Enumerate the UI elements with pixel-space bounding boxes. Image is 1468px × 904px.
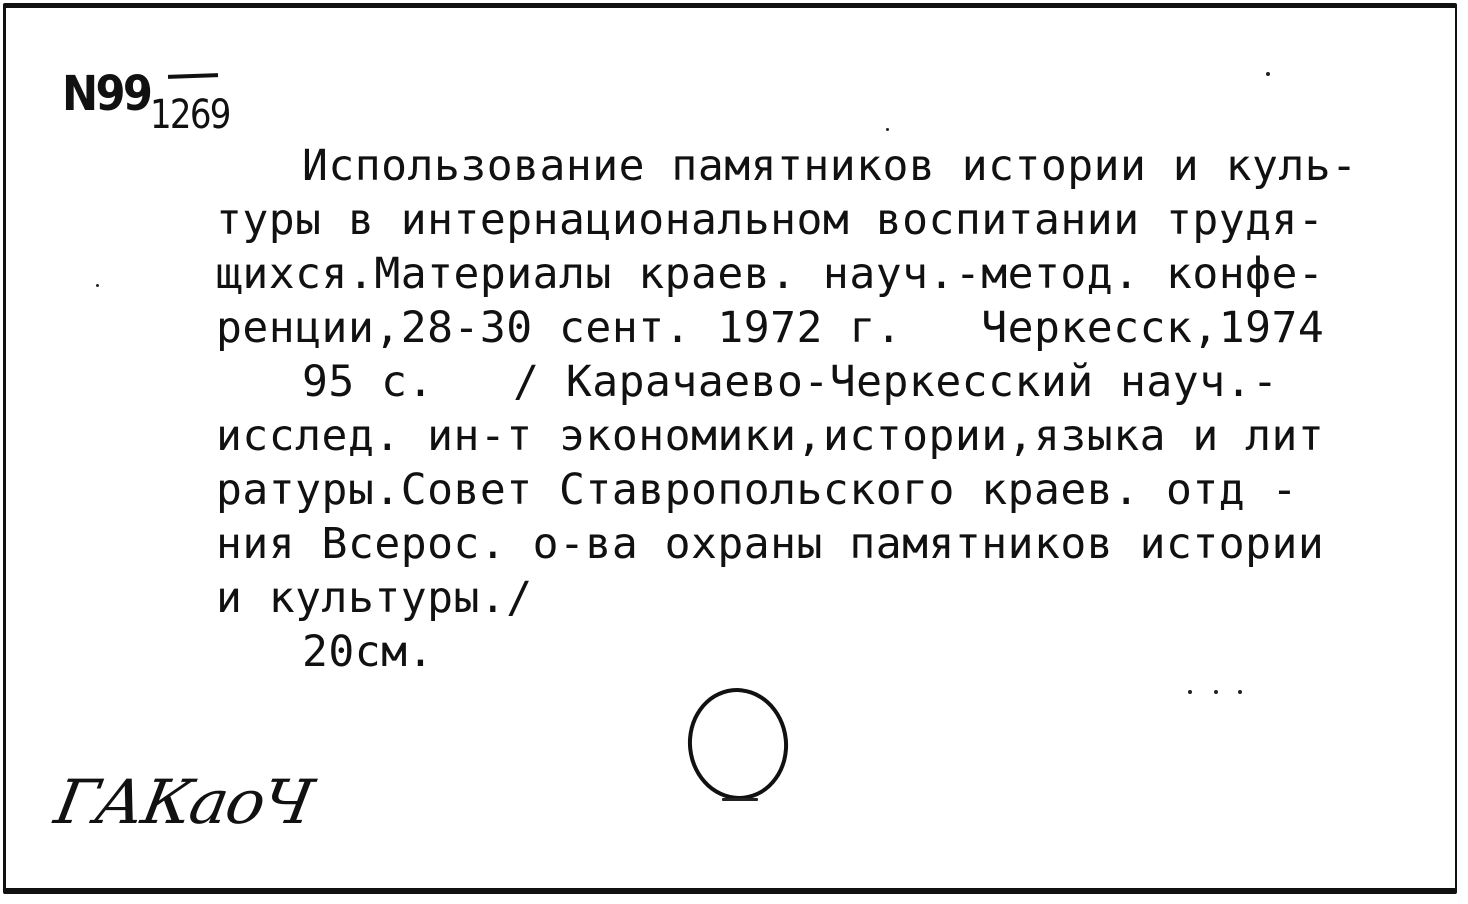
- text-line: и культуры./: [216, 573, 533, 623]
- speck: [1266, 72, 1270, 76]
- call-number-sub: 1269: [150, 92, 230, 138]
- text-line: ратуры.Совет Ставропольского краев. отд -: [216, 465, 1298, 515]
- text-line: ренции,28-30 сент. 1972 г. Черкесск,1974: [216, 303, 1325, 353]
- text-line: щихся.Материалы краев. науч.-метод. конфе-: [216, 249, 1325, 299]
- text-line: 95 с. / Карачаево-Черкесский науч.-: [302, 357, 1279, 407]
- archive-mark: ГАКаоЧ: [49, 768, 317, 839]
- text-line: исслед. ин-т экономики,истории,языка и лит: [216, 411, 1325, 461]
- speck: [1238, 690, 1242, 694]
- speck: [886, 128, 889, 131]
- text-line: туры в интернациональном воспитании трудя-: [216, 195, 1325, 245]
- text-line: 20см.: [302, 627, 434, 677]
- call-number-main: N99: [62, 66, 151, 122]
- speck: [96, 284, 99, 287]
- text-line: Использование памятников истории и куль-: [302, 141, 1358, 191]
- text-line: ния Всерос. о-ва охраны памятников истории: [216, 519, 1325, 569]
- speck: [1188, 690, 1192, 694]
- speck: [1214, 690, 1218, 694]
- speck: [722, 798, 758, 801]
